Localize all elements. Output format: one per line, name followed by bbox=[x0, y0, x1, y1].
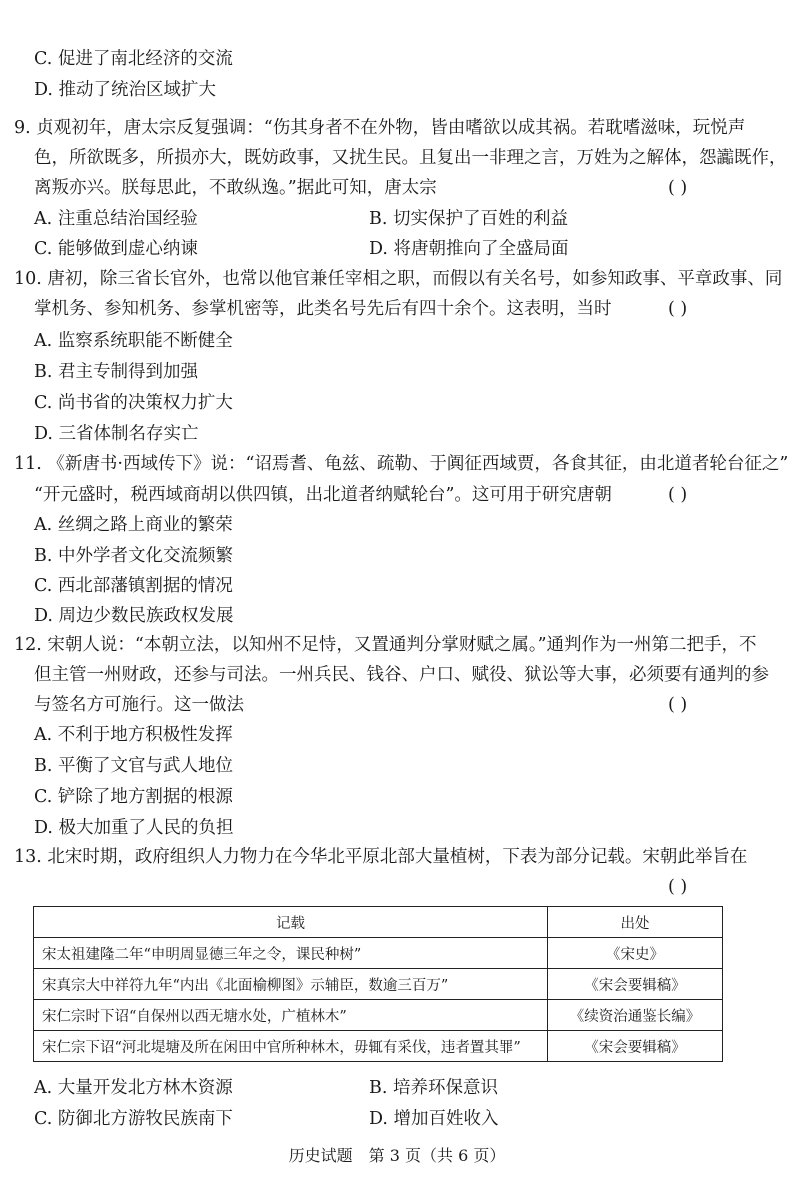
table-header-source: 出处 bbox=[548, 907, 723, 938]
q9-stem-line-2: 色，所欲既多，所损亦大，既妨政事，又扰生民。且复出一非理之言，万姓为之解体，怨讟既作， bbox=[34, 148, 787, 168]
q12-option-b: B. 平衡了文官与武人地位 bbox=[34, 756, 233, 776]
q11-option-c: C. 西北部藩镇割据的情况 bbox=[34, 576, 233, 596]
q11-answer-paren: ( ) bbox=[668, 485, 688, 505]
q10-answer-paren: ( ) bbox=[668, 299, 688, 319]
table-cell-record: 宋仁宗下诏“河北堤塘及所在闲田中官所种林木，毋辄有采伐，违者置其罪” bbox=[34, 1031, 548, 1062]
table-cell-source: 《宋史》 bbox=[548, 938, 723, 969]
q10-stem-line-2: 掌机务、参知机务、参掌机密等，此类名号先后有四十余个。这表明，当时 bbox=[34, 299, 612, 319]
q11-option-d: D. 周边少数民族政权发展 bbox=[34, 606, 234, 626]
q10-option-d: D. 三省体制名存实亡 bbox=[34, 424, 199, 444]
table-cell-source: 《宋会要辑稿》 bbox=[548, 1031, 723, 1062]
table-header-record: 记载 bbox=[34, 907, 548, 938]
q12-answer-paren: ( ) bbox=[668, 695, 688, 715]
q12-stem-line-1: 12. 宋朝人说：“本朝立法，以知州不足恃，又置通判分掌财赋之属。”通判作为一州第二把手，不 bbox=[14, 635, 757, 655]
q13-stem-line-1: 13. 北宋时期，政府组织人力物力在今华北平原北部大量植树，下表为部分记载。宋朝此举旨在 bbox=[14, 847, 748, 867]
q13-option-a: A. 大量开发北方林木资源 bbox=[34, 1078, 233, 1098]
table-row bbox=[34, 1031, 723, 1062]
q11-stem-line-1: 11. 《新唐书·西域传下》说：“诏焉耆、龟兹、疏勒、于阗征西域贾，各食其征，由北道者轮台征之” bbox=[14, 454, 789, 474]
q10-option-a: A. 监察系统职能不断健全 bbox=[34, 331, 233, 351]
q13-option-d: D. 增加百姓收入 bbox=[369, 1109, 499, 1129]
q13-answer-paren: ( ) bbox=[668, 877, 688, 897]
table-cell-record: 宋仁宗时下诏“自保州以西无塘水处，广植林木” bbox=[34, 1000, 548, 1031]
q12-stem-line-3: 与签名方可施行。这一做法 bbox=[34, 695, 244, 715]
table-row bbox=[34, 969, 723, 1000]
q9-option-c: C. 能够做到虚心纳谏 bbox=[34, 239, 198, 259]
table-row bbox=[34, 938, 723, 969]
q12-option-a: A. 不利于地方积极性发挥 bbox=[34, 725, 233, 745]
q11-stem-line-2: “开元盛时，税西域商胡以供四镇，出北道者纳赋轮台”。这可用于研究唐朝 bbox=[34, 485, 612, 505]
q10-option-c: C. 尚书省的决策权力扩大 bbox=[34, 393, 233, 413]
q11-option-b: B. 中外学者文化交流频繁 bbox=[34, 546, 233, 566]
q8-option-c: C. 促进了南北经济的交流 bbox=[34, 49, 233, 69]
q12-stem-line-2: 但主管一州财政，还参与司法。一州兵民、钱谷、户口、赋役、狱讼等大事，必须要有通判的参 bbox=[34, 665, 769, 685]
q9-option-d: D. 将唐朝推向了全盛局面 bbox=[369, 239, 569, 259]
table-cell-record: 宋太祖建隆二年“申明周显德三年之令，课民种树” bbox=[34, 938, 548, 969]
q9-answer-paren: ( ) bbox=[668, 178, 688, 198]
q13-option-b: B. 培养环保意识 bbox=[369, 1078, 498, 1098]
table-cell-record: 宋真宗大中祥符九年“内出《北面榆柳图》示辅臣，数逾三百万” bbox=[34, 969, 548, 1000]
q9-option-a: A. 注重总结治国经验 bbox=[34, 209, 198, 229]
table-row bbox=[34, 1000, 723, 1031]
table-cell-source: 《宋会要辑稿》 bbox=[548, 969, 723, 1000]
q9-option-b: B. 切实保护了百姓的利益 bbox=[369, 209, 568, 229]
q8-option-d: D. 推动了统治区域扩大 bbox=[34, 80, 217, 100]
q13-option-c: C. 防御北方游牧民族南下 bbox=[34, 1109, 233, 1129]
q9-stem-line-3: 离叛亦兴。朕每思此，不敢纵逸。”据此可知，唐太宗 bbox=[34, 178, 437, 198]
q10-stem-line-1: 10. 唐初，除三省长官外，也常以他官兼任宰相之职，而假以有关名号，如参知政事、平章政事、同 bbox=[14, 269, 783, 289]
q9-stem-line-1: 9. 贞观初年，唐太宗反复强调：“伤其身者不在外物，皆由嗜欲以成其祸。若耽嗜滋味，玩悦声 bbox=[14, 118, 746, 138]
records-table bbox=[33, 906, 723, 1062]
q12-option-c: C. 铲除了地方割据的根源 bbox=[34, 787, 233, 807]
page-footer: 历史试题 第 3 页（共 6 页） bbox=[288, 1146, 506, 1165]
table-header-row bbox=[34, 907, 723, 938]
q10-option-b: B. 君主专制得到加强 bbox=[34, 362, 198, 382]
q11-option-a: A. 丝绸之路上商业的繁荣 bbox=[34, 515, 233, 535]
q12-option-d: D. 极大加重了人民的负担 bbox=[34, 818, 234, 838]
table-cell-source: 《续资治通鉴长编》 bbox=[548, 1000, 723, 1031]
